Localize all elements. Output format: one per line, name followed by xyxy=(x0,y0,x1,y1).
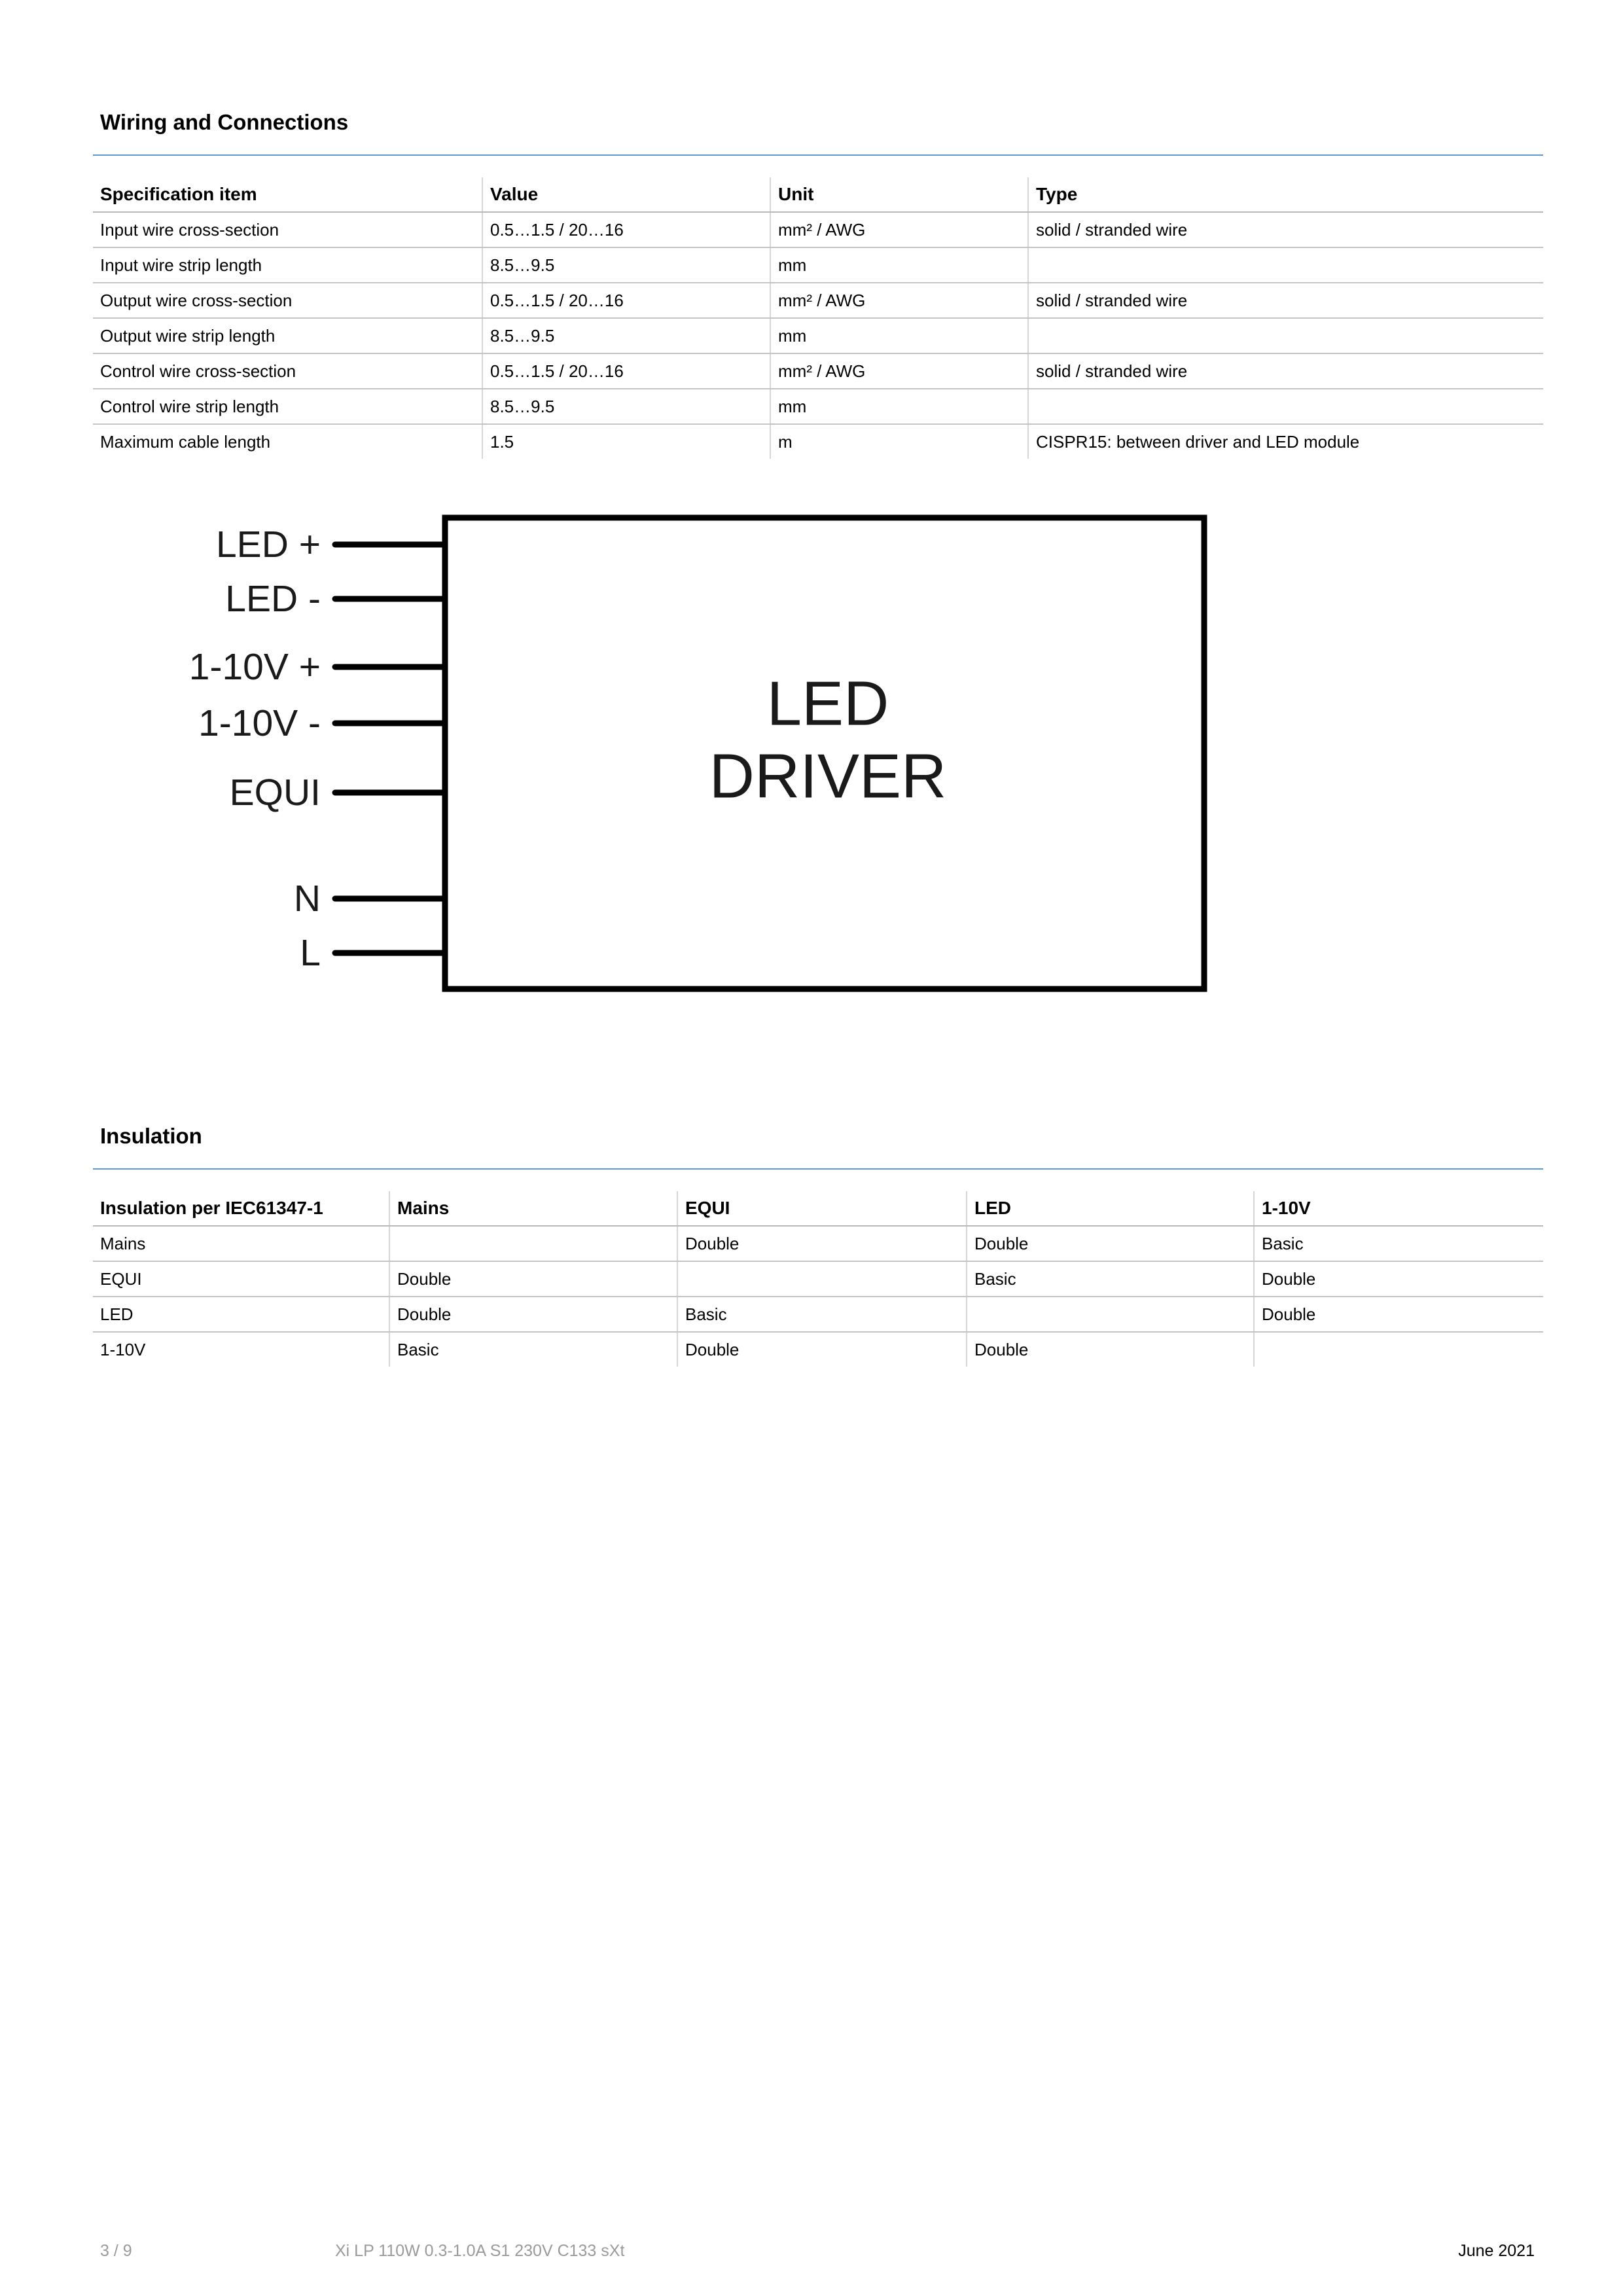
insulation-cell: Basic xyxy=(677,1297,967,1332)
column-header-mains: Mains xyxy=(389,1191,677,1226)
insulation-cell: Double xyxy=(967,1332,1254,1367)
table-row xyxy=(93,1226,1543,1261)
table-row xyxy=(93,247,1543,283)
section-divider xyxy=(93,154,1543,156)
table-row xyxy=(93,318,1543,353)
insulation-cell: Double xyxy=(677,1332,967,1367)
value-cell: 8.5…9.5 xyxy=(482,318,770,353)
row-label-cell: EQUI xyxy=(93,1261,389,1297)
column-header-specification-item: Specification item xyxy=(93,177,482,212)
table-row xyxy=(93,283,1543,318)
column-header-led: LED xyxy=(967,1191,1254,1226)
pin-label-dim-minus: 1-10V - xyxy=(198,702,321,744)
unit-cell: mm² / AWG xyxy=(770,212,1028,247)
pin-label-dim-plus: 1-10V + xyxy=(188,646,321,688)
table-row xyxy=(93,212,1543,247)
type-cell: solid / stranded wire xyxy=(1028,283,1543,318)
insulation-cell xyxy=(389,1226,677,1261)
wiring-section-title: Wiring and Connections xyxy=(100,110,349,134)
type-cell: CISPR15: between driver and LED module xyxy=(1028,424,1543,459)
unit-cell: mm² / AWG xyxy=(770,353,1028,389)
insulation-cell: Basic xyxy=(1254,1226,1543,1261)
column-header-type: Type xyxy=(1028,177,1543,212)
driver-label-line-2: DRIVER xyxy=(709,741,947,812)
unit-cell: mm xyxy=(770,389,1028,424)
pin-label-live: L xyxy=(300,932,321,974)
specification-item-cell: Maximum cable length xyxy=(100,431,271,452)
value-cell: 0.5…1.5 / 20…16 xyxy=(482,212,770,247)
insulation-cell: Double xyxy=(1254,1297,1543,1332)
value-cell: 1.5 xyxy=(482,424,770,459)
column-header-unit: Unit xyxy=(770,177,1028,212)
type-cell xyxy=(1028,247,1543,283)
unit-cell: mm² / AWG xyxy=(770,283,1028,318)
insulation-cell xyxy=(1254,1332,1543,1367)
table-row xyxy=(93,1297,1543,1332)
value-cell: 8.5…9.5 xyxy=(482,247,770,283)
type-cell xyxy=(1028,389,1543,424)
insulation-cell: Basic xyxy=(389,1332,677,1367)
footer-date: June 2021 xyxy=(1458,2242,1535,2260)
table-row xyxy=(93,389,1543,424)
table-header-row xyxy=(93,177,1543,212)
insulation-section-title: Insulation xyxy=(100,1124,202,1148)
type-cell: solid / stranded wire xyxy=(1028,212,1543,247)
column-header-value: Value xyxy=(482,177,770,212)
unit-cell: mm xyxy=(770,318,1028,353)
wiring-table xyxy=(93,177,1543,459)
row-label-cell: 1-10V xyxy=(100,1339,146,1359)
insulation-table xyxy=(93,1191,1543,1367)
footer-product-name: Xi LP 110W 0.3-1.0A S1 230V C133 sXt xyxy=(335,2242,625,2260)
table-header-row xyxy=(93,1191,1543,1226)
specification-item-cell: Control wire strip length xyxy=(93,389,482,424)
row-label-cell: Mains xyxy=(93,1226,389,1261)
insulation-cell: Double xyxy=(389,1297,677,1332)
value-cell: 0.5…1.5 / 20…16 xyxy=(482,353,770,389)
insulation-cell: Double xyxy=(1254,1261,1543,1297)
type-cell: solid / stranded wire xyxy=(1028,353,1543,389)
column-header-1-10v: 1-10V xyxy=(1254,1191,1543,1226)
column-header-insulation-standard: Insulation per IEC61347-1 xyxy=(93,1191,389,1226)
unit-cell: mm xyxy=(770,247,1028,283)
table-row xyxy=(93,1332,1543,1367)
insulation-cell xyxy=(677,1261,967,1297)
pin-label-led-plus: LED + xyxy=(215,524,321,565)
section-divider xyxy=(93,1168,1543,1170)
insulation-cell: Basic xyxy=(967,1261,1254,1297)
value-cell: 8.5…9.5 xyxy=(482,389,770,424)
specification-item-cell: Output wire cross-section xyxy=(93,283,482,318)
specification-item-cell: Input wire cross-section xyxy=(93,212,482,247)
table-row xyxy=(93,1261,1543,1297)
driver-label-line-1: LED xyxy=(766,668,889,739)
type-cell xyxy=(1028,318,1543,353)
insulation-cell: Double xyxy=(677,1226,967,1261)
specification-item-cell: Input wire strip length xyxy=(93,247,482,283)
pin-label-neutral: N xyxy=(293,878,321,920)
insulation-cell: Double xyxy=(389,1261,677,1297)
unit-cell: m xyxy=(770,424,1028,459)
specification-item-cell: Output wire strip length xyxy=(93,318,482,353)
specification-item-cell: Control wire cross-section xyxy=(93,353,482,389)
value-cell: 0.5…1.5 / 20…16 xyxy=(482,283,770,318)
footer-page-number: 3 / 9 xyxy=(100,2242,132,2260)
table-row xyxy=(93,424,1543,459)
row-label-cell: LED xyxy=(93,1297,389,1332)
pin-label-led-minus: LED - xyxy=(225,578,321,620)
insulation-cell xyxy=(967,1297,1254,1332)
insulation-cell: Double xyxy=(967,1226,1254,1261)
wiring-diagram xyxy=(164,497,1243,1008)
table-row xyxy=(93,353,1543,389)
column-header-equi: EQUI xyxy=(677,1191,967,1226)
pin-label-equi: EQUI xyxy=(229,772,321,814)
